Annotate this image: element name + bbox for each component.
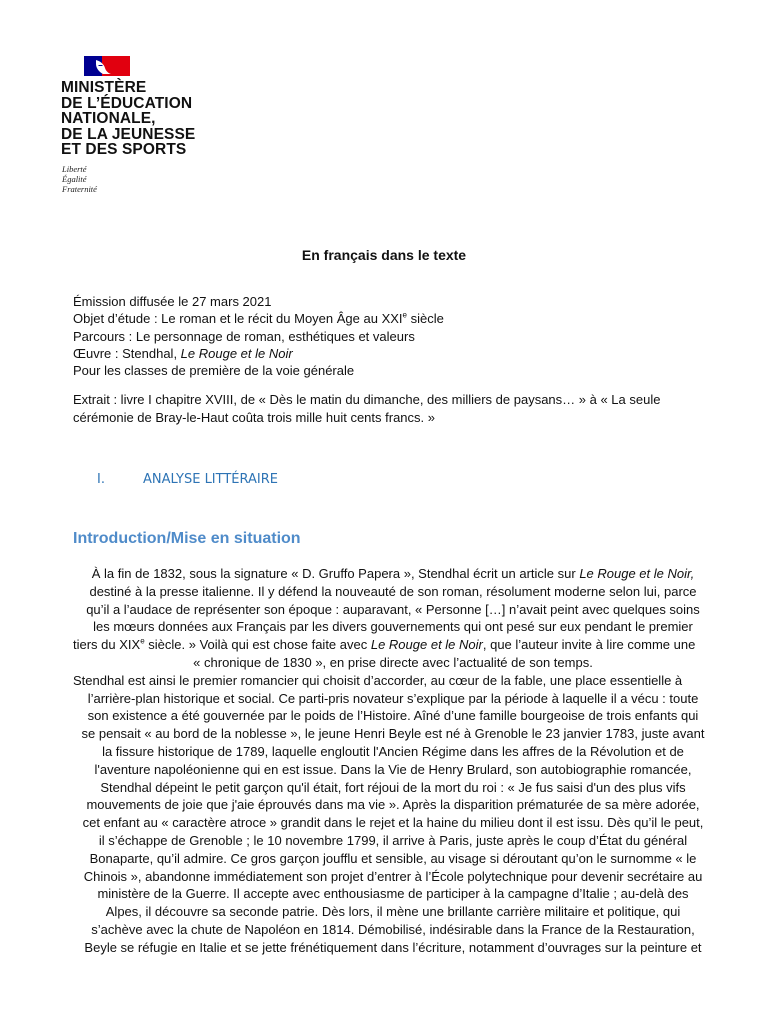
republic-motto <box>62 164 220 194</box>
study-object-suffix: siècle <box>406 311 444 327</box>
study-object <box>73 310 713 327</box>
ministry-name-line: ET DES SPORTS <box>61 141 187 158</box>
text-line: cet enfant au « caractère atroce » grandit dans le rejet et la haine du milieu dont il est issu. Dès qu’il le peut, <box>82 815 704 831</box>
marianne-emblem-icon <box>84 56 130 76</box>
century-superscript: e <box>402 310 407 320</box>
work-title-italic: Le Rouge et le Noir <box>370 637 483 653</box>
text-line: « chronique de 1830 », en prise directe avec l’actualité de son temps. <box>193 654 593 670</box>
ministry-name-line: DE L’ÉDUCATION <box>61 94 193 112</box>
ministry-name-line: NATIONALE, <box>61 110 156 127</box>
work-prefix: Œuvre : Stendhal, <box>73 345 181 361</box>
text-line: se pensait « au bord de la noblesse », le jeune Henri Beyle est né à Grenoble le 23 janvier 1783, juste avant <box>81 726 705 742</box>
section-heading <box>97 472 278 487</box>
motto-fraternite: Fraternité <box>62 183 97 194</box>
text-line: Alpes, il découvre sa seconde patrie. Dès lors, il mène une brillante carrière militaire et politique, qui <box>105 904 681 920</box>
text-line <box>73 636 713 654</box>
ministry-logo <box>60 56 220 194</box>
text-line: l’arrière-plan historique et social. Ce parti-pris novateur s’explique par la période à laquelle il a vécu : toute <box>87 690 699 706</box>
text-line: son existence a été gouvernée par le poids de l’Histoire. Aîné d’une famille bourgeoise de trois enfants qui <box>87 708 699 724</box>
text-line: Chinois », abandonne immédiatement son projet d’entrer à l’École polytechnique pour devenir secrétaire au <box>83 868 703 884</box>
century-superscript: e <box>140 636 145 646</box>
text-line: s’achève avec la chute de Napoléon en 1814. Démobilisé, indésirable dans la France de la Restauration, <box>91 921 695 937</box>
body-paragraph <box>73 565 713 957</box>
text-line: Stendhal dépeint le petit garçon qu'il était, fort réjoui de la mort du roi : « Je fus saisi d'un des plus vifs <box>100 779 686 795</box>
text-line: les mœurs données aux Français par les divers gouvernements qui ont pesé sur eux pendant le premier <box>93 619 693 635</box>
document-title: En français dans le texte <box>301 247 467 263</box>
motto-egalite: Égalité <box>62 173 87 184</box>
study-object-text: Objet d’étude : Le roman et le récit du Moyen Âge au XXI <box>73 311 403 327</box>
text-line: ministère de la Guerre. Il accepte avec enthousiasme de participer à la campagne d’Italie ; au-delà des <box>97 886 689 902</box>
text-line: l'aventure napoléonienne qui en est issue. Dans la Vie de Henry Brulard, son autobiographie romancée, <box>94 761 692 777</box>
text-line: qu’il a l’audace de représenter son époque : auparavant, « Personne […] n’avait peint avec quelques soins <box>86 601 700 617</box>
broadcast-date: Émission diffusée le 27 mars 2021 <box>73 294 272 309</box>
text-run: , que l’auteur invite à lire comme une <box>482 637 696 653</box>
ministry-name-line: DE LA JEUNESSE <box>61 125 196 143</box>
text-run: siècle. » Voilà qui est chose faite avec <box>144 637 371 653</box>
text-line: Bonaparte, qu’il admire. Ce gros garçon joufflu et sensible, au visage si déroutant qu’on le surnomme « le <box>89 850 697 866</box>
text-run: tiers du XIX <box>73 637 141 653</box>
work-title-italic: Le Rouge et le Noir, <box>579 566 695 581</box>
target-classes: Pour les classes de première de la voie générale <box>73 363 355 379</box>
section-number: I. <box>97 472 105 487</box>
text-line: Stendhal est ainsi le premier romancier qui choisit d’accorder, au cœur de la fable, une place essentielle à <box>73 672 683 688</box>
extract-reference: Extrait : livre I chapitre XVIII, de « Dès le matin du dimanche, des milliers de paysans… » à « La seule cérémonie de Bray-le-Haut coûta trois mille huit cents francs. » <box>73 392 661 425</box>
work-title: Le Rouge et le Noir <box>180 345 293 361</box>
text-line: destiné à la presse italienne. Il y défend la nouveauté de son roman, résolument moderne selon lui, parce <box>89 583 697 599</box>
text-line <box>73 565 713 583</box>
text-run: À la fin de 1832, sous la signature « D. Gruffo Papera », Stendhal écrit un article sur <box>91 566 580 581</box>
work-reference <box>73 345 713 362</box>
ministry-name-line: MINISTÈRE <box>61 79 147 96</box>
ministry-name <box>60 80 220 158</box>
subsection-heading: Introduction/Mise en situation <box>73 530 301 547</box>
text-line: mouvements de joie que j'aie éprouvés dans ma vie ». Après la disparition prématurée de sa mère adorée, <box>86 797 700 813</box>
document-metadata <box>73 293 713 379</box>
text-line: il s’échappe de Grenoble ; le 10 novembre 1799, il arrive à Paris, juste après le coup d’État du général <box>98 832 688 848</box>
text-line: la fissure historique de 1789, laquelle engloutit l'Ancien Régime dans les affres de la Révolution et de <box>102 743 684 759</box>
section-title: ANALYSE LITTÉRAIRE <box>143 472 278 487</box>
motto-liberte: Liberté <box>62 163 87 174</box>
parcours: Parcours : Le personnage de roman, esthétiques et valeurs <box>73 328 415 344</box>
text-line: Beyle se réfugie en Italie et se jette frénétiquement dans l’écriture, notamment d’ouvrages sur la peinture et <box>84 939 702 955</box>
